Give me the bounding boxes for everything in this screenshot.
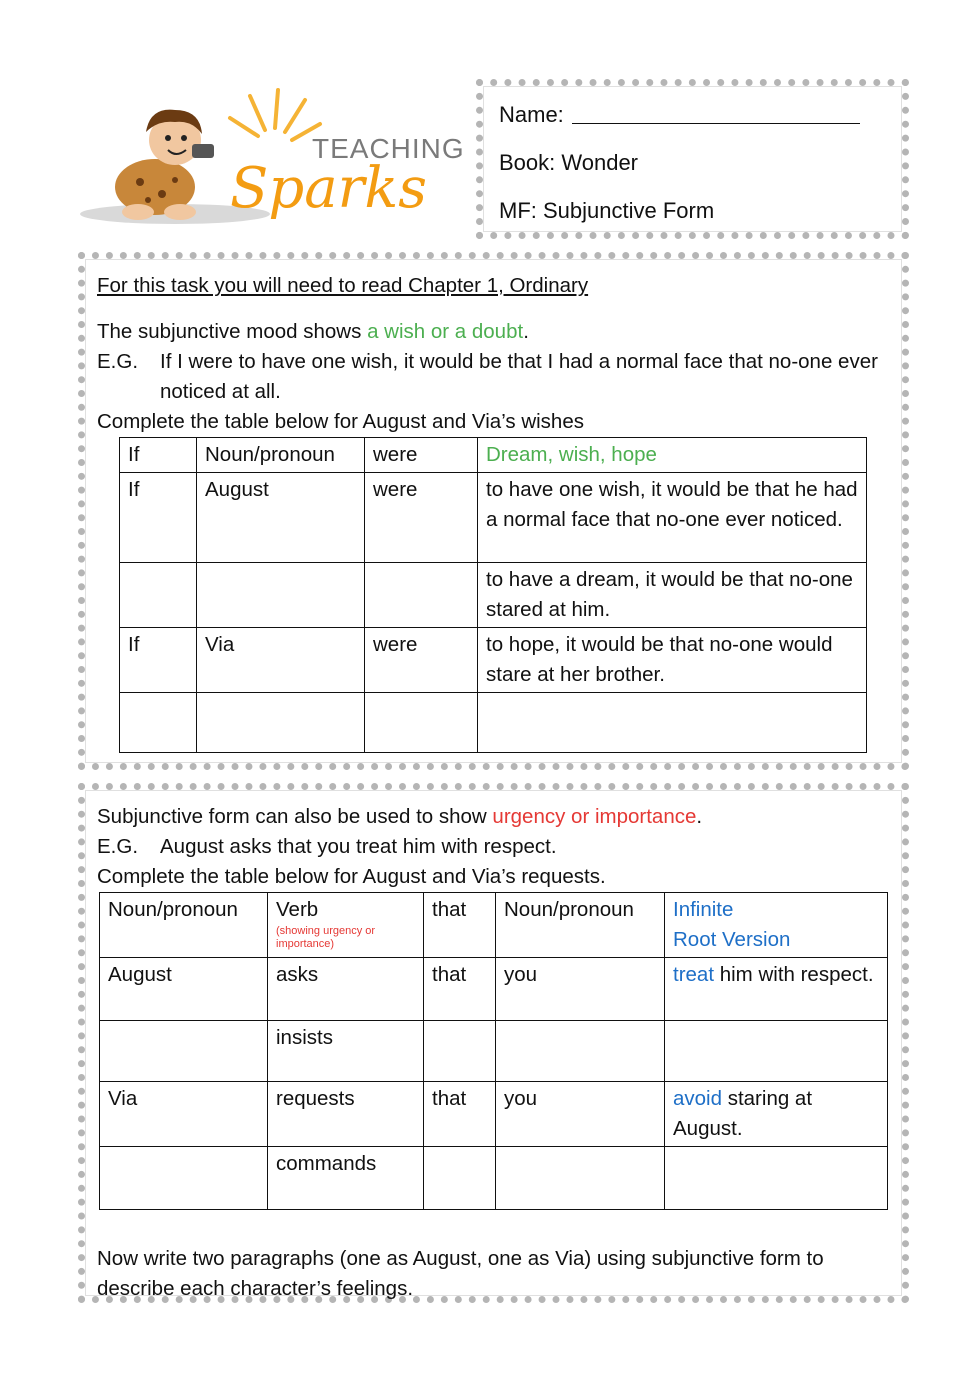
table-row [100, 1082, 888, 1147]
info-box [476, 79, 909, 239]
name-field[interactable] [572, 102, 860, 124]
example-row [97, 832, 890, 862]
table-cell[interactable]: If [120, 628, 197, 693]
table-cell[interactable] [100, 1021, 268, 1082]
table-row [100, 958, 888, 1021]
table-cell[interactable] [665, 1082, 888, 1147]
urgency-intro [97, 802, 890, 832]
table-cell[interactable]: commands [268, 1147, 424, 1210]
table-cell[interactable] [365, 563, 478, 628]
table-cell[interactable] [197, 563, 365, 628]
table-cell[interactable]: you [496, 1082, 665, 1147]
table-header-row [120, 438, 867, 473]
header-verb-note: (showing urgency or importance) [276, 925, 376, 950]
header-verb-label: Verb [276, 898, 319, 921]
root-verb: treat [673, 963, 715, 986]
requests-section [78, 783, 909, 1303]
table-cell[interactable] [496, 1147, 665, 1210]
caveman-icon [115, 110, 214, 220]
name-label: Name: [499, 102, 564, 127]
table-cell[interactable] [478, 693, 867, 753]
table-header-row [100, 893, 888, 958]
sun-rays-icon [230, 90, 320, 140]
table-cell[interactable] [365, 693, 478, 753]
intro-text: The subjunctive mood shows [97, 320, 368, 343]
eg-text: August asks that you treat him with respect. [160, 835, 557, 858]
table-row [120, 628, 867, 693]
table-cell[interactable]: to hope, it would be that no-one would stare at her brother. [478, 628, 867, 693]
table-cell[interactable]: that [424, 1082, 496, 1147]
header-noun2: Noun/pronoun [496, 893, 665, 958]
header-infinite-line2: Root Version [673, 928, 791, 951]
table-cell[interactable]: to have a dream, it would be that no-one stared at him. [478, 563, 867, 628]
root-rest: him with respect. [714, 963, 874, 986]
table-cell[interactable] [197, 693, 365, 753]
table-cell[interactable] [120, 693, 197, 753]
header-noun: Noun/pronoun [197, 438, 365, 473]
table-cell[interactable]: asks [268, 958, 424, 1021]
table-cell[interactable]: insists [268, 1021, 424, 1082]
header-were: were [365, 438, 478, 473]
header-dream: Dream, wish, hope [478, 438, 867, 473]
table-cell[interactable] [665, 958, 888, 1021]
logo-line2: Sparks [230, 156, 428, 221]
wishes-table [119, 437, 867, 753]
subjunctive-intro [97, 317, 890, 347]
name-line [499, 100, 886, 148]
example-row [97, 347, 890, 407]
teaching-sparks-logo [80, 82, 465, 232]
table-cell[interactable]: August [100, 958, 268, 1021]
header-infinite [665, 893, 888, 958]
intro-end: . [523, 320, 529, 343]
table-cell[interactable]: to have one wish, it would be that he had a normal face that no-one ever noticed. [478, 473, 867, 563]
table-row [100, 1147, 888, 1210]
table-cell[interactable]: August [197, 473, 365, 563]
header-verb [268, 893, 424, 958]
book-line: Book: Wonder [499, 150, 639, 175]
root-verb: avoid [673, 1087, 723, 1110]
eg-text: If I were to have one wish, it would be that I had a normal face that no-one ever noticed at all. [160, 350, 878, 403]
table-cell[interactable] [665, 1021, 888, 1082]
table-cell[interactable]: requests [268, 1082, 424, 1147]
table-cell[interactable] [665, 1147, 888, 1210]
header-infinite-line1: Infinite [673, 898, 734, 921]
table-cell[interactable]: Via [100, 1082, 268, 1147]
logo-line1: TEACHING [312, 133, 465, 164]
table-cell[interactable]: you [496, 958, 665, 1021]
table-row [120, 693, 867, 753]
table-cell[interactable] [120, 563, 197, 628]
table-cell[interactable]: were [365, 628, 478, 693]
table-cell[interactable]: If [120, 473, 197, 563]
header-if: If [120, 438, 197, 473]
table-cell[interactable]: Via [197, 628, 365, 693]
table-cell[interactable]: that [424, 958, 496, 1021]
intro-end: . [696, 805, 703, 828]
mf-line: MF: Subjunctive Form [499, 198, 715, 223]
table-cell[interactable] [496, 1021, 665, 1082]
table-row [100, 1021, 888, 1082]
intro-highlight: urgency or importance [492, 805, 697, 828]
root-rest: staring at August. [673, 1087, 813, 1140]
header-that: that [424, 893, 496, 958]
table-cell[interactable] [100, 1147, 268, 1210]
final-task: Now write two paragraphs (one as August, one as Via) using subjunctive form to describe each character’s feelings. [97, 1247, 824, 1300]
requests-table [99, 892, 888, 1210]
table-row [120, 563, 867, 628]
table-cell[interactable]: were [365, 473, 478, 563]
header-noun: Noun/pronoun [100, 893, 268, 958]
wishes-section [78, 252, 909, 770]
eg-label: E.G. [97, 835, 139, 858]
table-cell[interactable] [424, 1147, 496, 1210]
table-instruction: Complete the table below for August and Via’s wishes [97, 410, 584, 433]
table-row [120, 473, 867, 563]
table-cell[interactable] [424, 1021, 496, 1082]
intro-text: Subjunctive form can also be used to show [97, 805, 493, 828]
eg-label: E.G. [97, 350, 139, 373]
intro-highlight: a wish or a doubt [367, 320, 524, 343]
table-instruction: Complete the table below for August and Via’s requests. [97, 865, 606, 888]
task-instruction: For this task you will need to read Chapter 1, Ordinary [97, 274, 589, 297]
